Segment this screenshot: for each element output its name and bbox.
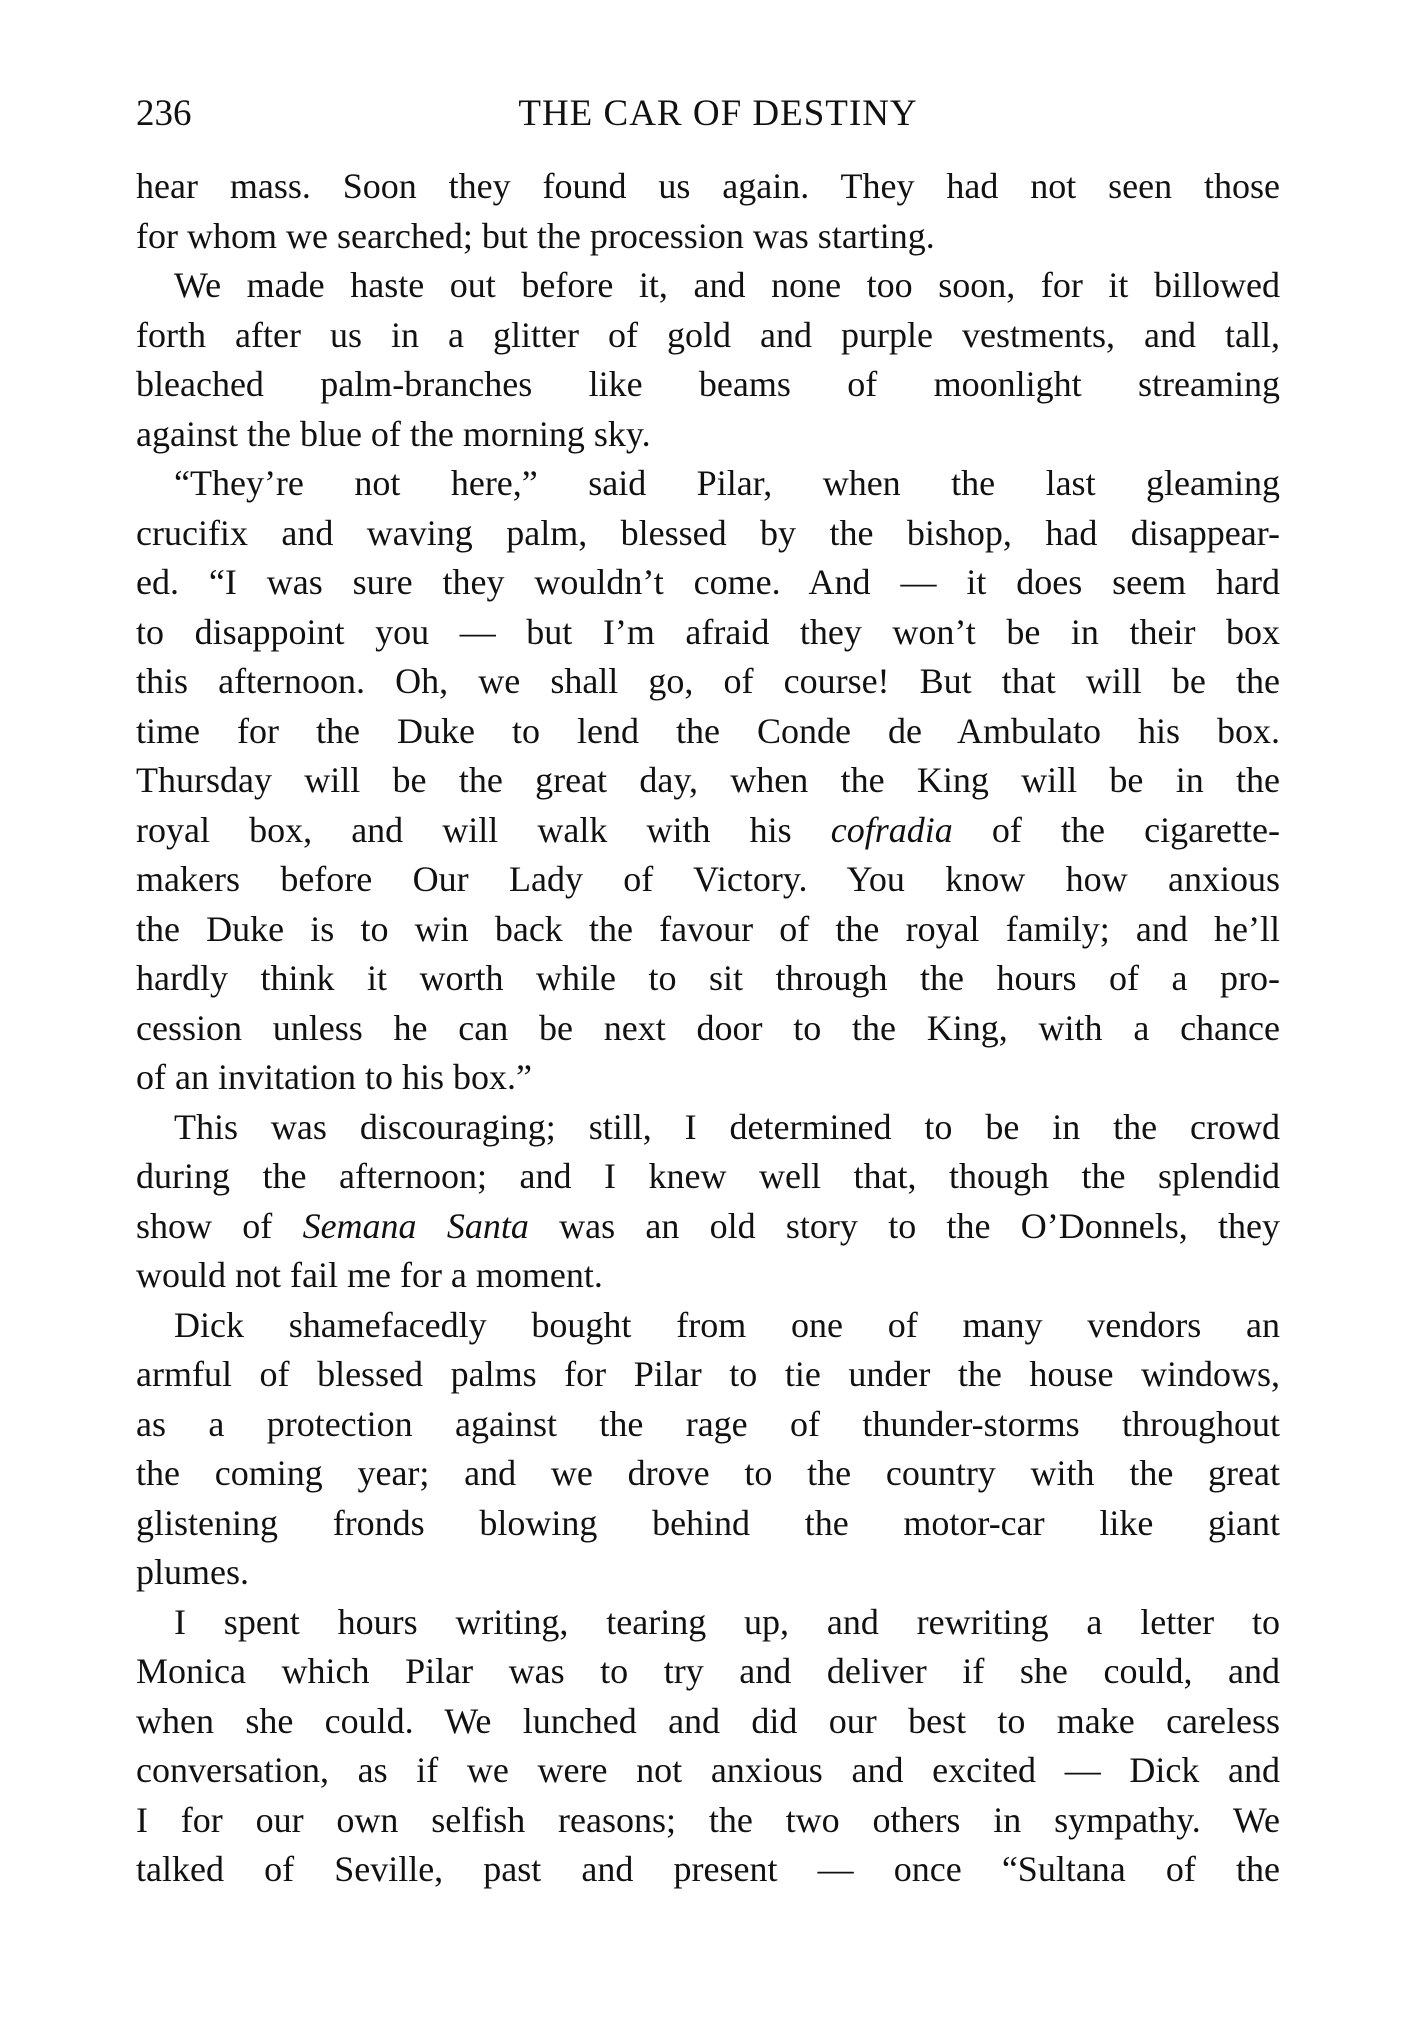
text-line: [136, 1350, 1280, 1400]
text-segment: bleached palm-branches like beams of moonlight streaming: [136, 364, 1280, 404]
text-segment: Thursday will be the great day, when the King will be in the: [136, 760, 1280, 800]
text-segment: crucifix and waving palm, blessed by the bishop, had disappear-: [136, 512, 1280, 553]
text-line: [136, 608, 1280, 658]
text-line: [136, 1400, 1280, 1450]
text-segment: I spent hours writing, tearing up, and rewriting a letter to: [174, 1601, 1280, 1642]
text-segment: glistening fronds blowing behind the motor-car like giant: [136, 1502, 1280, 1543]
text-segment: as a protection against the rage of thunder-storms throughout: [136, 1403, 1280, 1444]
text-line: [136, 1004, 1280, 1054]
text-segment: of the cigarette-: [952, 809, 1280, 850]
text-segment: We made haste out before it, and none too soon, for it billowed: [174, 265, 1280, 305]
text-segment: makers before Our Lady of Victory. You know how anxious: [136, 859, 1280, 899]
text-segment: of an invitation to his box.”: [136, 1057, 532, 1097]
text-segment: when she could. We lunched and did our best to make careless: [136, 1700, 1280, 1741]
text-segment: forth after us in a glitter of gold and purple vestments, and tall,: [136, 314, 1280, 355]
text-line: [136, 657, 1280, 707]
text-line: [136, 1103, 1280, 1153]
text-line: [136, 1152, 1280, 1202]
text-line: [136, 905, 1280, 955]
running-head: THE CAR OF DESTINY: [518, 93, 918, 134]
text-segment: talked of Seville, past and present — once “Sultana of the: [136, 1849, 1280, 1889]
text-segment: the coming year; and we drove to the country with the great: [136, 1453, 1280, 1493]
text-segment: for whom we searched; but the procession was starting.: [136, 215, 935, 256]
text-segment: ed. “I was sure they wouldn’t come. And — it does seem hard: [136, 562, 1280, 602]
text-line: [136, 1251, 1280, 1301]
text-segment: during the afternoon; and I knew well that, though the splendid: [136, 1156, 1280, 1196]
text-line: [136, 756, 1280, 806]
text-segment: I for our own selfish reasons; the two others in sympathy. We: [136, 1799, 1280, 1840]
italic-phrase: Semana Santa: [302, 1205, 529, 1246]
text-segment: would not fail me for a moment.: [136, 1255, 603, 1295]
text-line: [136, 1449, 1280, 1499]
text-segment: hardly think it worth while to sit through the hours of a pro-: [136, 958, 1280, 998]
text-segment: hear mass. Soon they found us again. They had not seen those: [136, 166, 1280, 206]
text-segment: against the blue of the morning sky.: [136, 413, 651, 454]
text-line: [136, 311, 1280, 361]
italic-phrase: cofradia: [830, 809, 953, 850]
text-line: [136, 459, 1280, 509]
text-line: [136, 1746, 1280, 1796]
body-text: [136, 162, 1280, 1895]
text-line: [136, 1598, 1280, 1648]
text-line: [136, 707, 1280, 757]
text-segment: Dick shamefacedly bought from one of many vendors an: [174, 1304, 1280, 1345]
text-line: [136, 509, 1280, 559]
text-segment: cession unless he can be next door to the King, with a chance: [136, 1007, 1280, 1048]
text-segment: This was discouraging; still, I determined to be in the crowd: [174, 1106, 1280, 1147]
text-line: [136, 1053, 1280, 1103]
text-line: [136, 1697, 1280, 1747]
text-line: [136, 806, 1280, 856]
text-segment: this afternoon. Oh, we shall go, of course! But that will be the: [136, 661, 1280, 701]
text-segment: the Duke is to win back the favour of the royal family; and he’ll: [136, 908, 1280, 949]
text-line: [136, 360, 1280, 410]
text-line: [136, 212, 1280, 262]
text-line: [136, 1796, 1280, 1846]
text-line: [136, 162, 1280, 212]
text-line: [136, 558, 1280, 608]
text-segment: to disappoint you — but I’m afraid they won’t be in their box: [136, 611, 1280, 652]
text-line: [136, 1301, 1280, 1351]
text-segment: show of: [136, 1205, 303, 1246]
text-segment: conversation, as if we were not anxious and excited — Dick and: [136, 1750, 1280, 1790]
text-segment: “They’re not here,” said Pilar, when the last gleaming: [174, 463, 1280, 503]
text-segment: royal box, and will walk with his: [136, 809, 831, 850]
text-line: [136, 261, 1280, 311]
page-number: 236: [136, 93, 192, 134]
text-line: [136, 1202, 1280, 1252]
text-segment: armful of blessed palms for Pilar to tie under the house windows,: [136, 1354, 1280, 1394]
text-line: [136, 855, 1280, 905]
text-line: [136, 1499, 1280, 1549]
text-line: [136, 1647, 1280, 1697]
text-line: [136, 1548, 1280, 1598]
text-line: [136, 1845, 1280, 1895]
page-header: [136, 92, 1280, 142]
text-line: [136, 410, 1280, 460]
text-segment: plumes.: [136, 1552, 249, 1592]
text-segment: Monica which Pilar was to try and deliver if she could, and: [136, 1651, 1280, 1691]
text-segment: time for the Duke to lend the Conde de Ambulato his box.: [136, 710, 1280, 751]
text-line: [136, 954, 1280, 1004]
text-segment: was an old story to the O’Donnels, they: [528, 1205, 1280, 1246]
